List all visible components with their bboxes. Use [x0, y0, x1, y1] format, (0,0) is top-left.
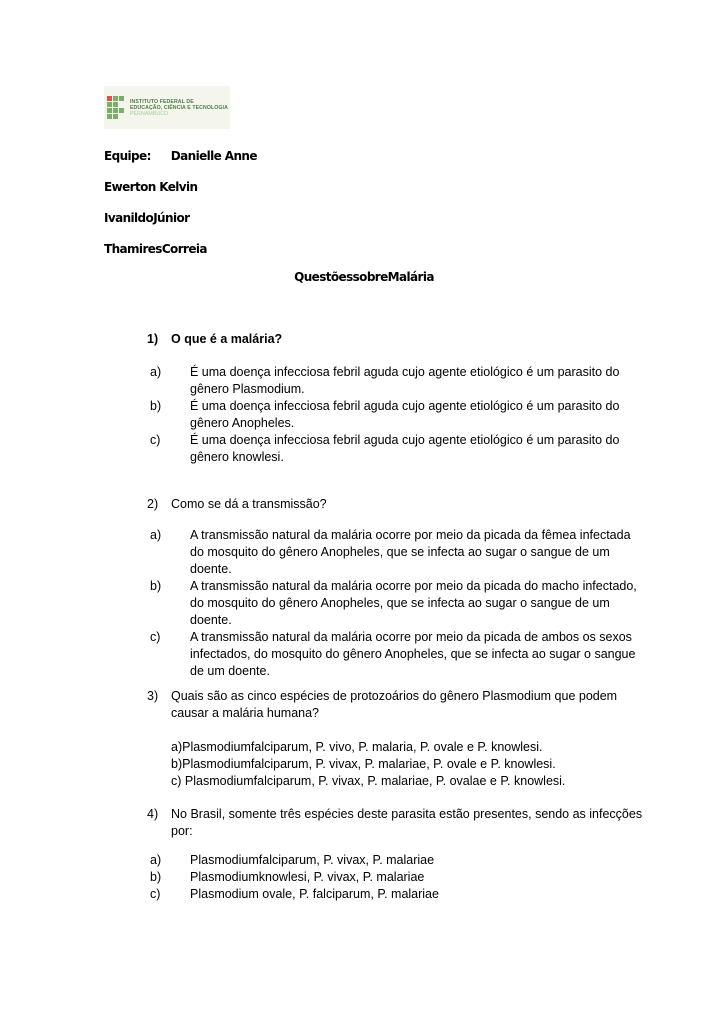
logo-text: INSTITUTO FEDERAL DE EDUCAÇÃO, CIÊNCIA E TECNOLOGIA PERNAMBUCO — [130, 98, 228, 117]
question-number: 2) — [147, 497, 159, 511]
team-member: Ewerton Kelvin — [104, 180, 198, 194]
question-2-options — [150, 527, 640, 680]
question-4 — [147, 806, 647, 840]
question-4-options — [150, 852, 640, 903]
answer-option: a)Plasmodiumfalciparum, P. vivo, P. malaria, P. ovale e P. knowlesi. — [171, 740, 543, 754]
answer-option: b) A transmissão natural da malária ocorre por meio da picada do macho infectado, do mosquito do gênero Anopheles, que se infecta ao sugar o sangue de um doente. — [150, 579, 637, 627]
institution-logo — [104, 86, 230, 129]
question-number: 4) — [147, 807, 159, 821]
team-member: Danielle Anne — [170, 149, 257, 163]
document-title: QuestõessobreMalária — [294, 270, 434, 284]
question-text: O que é a malária? — [171, 332, 283, 346]
team-member: ThamiresCorreia — [104, 242, 207, 256]
question-1 — [147, 331, 647, 348]
answer-option: c) É uma doença infecciosa febril aguda cujo agente etiológico é um parasito do gênero knowlesi. — [150, 433, 620, 464]
answer-option: a) É uma doença infecciosa febril aguda cujo agente etiológico é um parasito do gênero Plasmodium. — [150, 365, 620, 396]
answer-option: b)Plasmodiumfalciparum, P. vivax, P. malariae, P. ovale e P. knowlesi. — [171, 757, 556, 771]
answer-option: a) Plasmodiumfalciparum, P. vivax, P. malariae — [150, 853, 435, 867]
question-text: Quais são as cinco espécies de protozoários do gênero Plasmodium que podem causar a malária humana? — [171, 689, 618, 720]
question-number: 1) — [147, 332, 159, 346]
answer-option: c) A transmissão natural da malária ocorre por meio da picada de ambos os sexos infectados, do mosquito do gênero Anopheles, que se infecta ao sugar o sangue de um doente. — [150, 630, 636, 678]
answer-option: b) Plasmodiumknowlesi, P. vivax, P. malariae — [150, 870, 425, 884]
question-3 — [147, 688, 647, 722]
answer-option: c) Plasmodium ovale, P. falciparum, P. malariae — [150, 887, 439, 901]
question-1-options — [150, 364, 640, 466]
question-text: No Brasil, somente três espécies deste parasita estão presentes, sendo as infecções por: — [171, 807, 643, 838]
question-number: 3) — [147, 689, 159, 703]
team-line — [104, 149, 257, 163]
answer-option: a) A transmissão natural da malária ocorre por meio da picada da fêmea infectada do mosquito do gênero Anopheles, que se infecta ao sugar o sangue de um doente. — [150, 528, 631, 576]
question-2 — [147, 496, 647, 513]
answer-option: c) Plasmodiumfalciparum, P. vivax, P. malariae, P. ovalae e P. knowlesi. — [171, 774, 566, 788]
logo-mark-icon — [107, 96, 124, 119]
answer-option: b) É uma doença infecciosa febril aguda cujo agente etiológico é um parasito do gênero Anopheles. — [150, 399, 620, 430]
question-3-options — [171, 739, 661, 790]
team-label: Equipe: — [104, 149, 151, 163]
team-member: IvanildoJúnior — [104, 211, 190, 225]
question-text: Como se dá a transmissão? — [171, 497, 327, 511]
